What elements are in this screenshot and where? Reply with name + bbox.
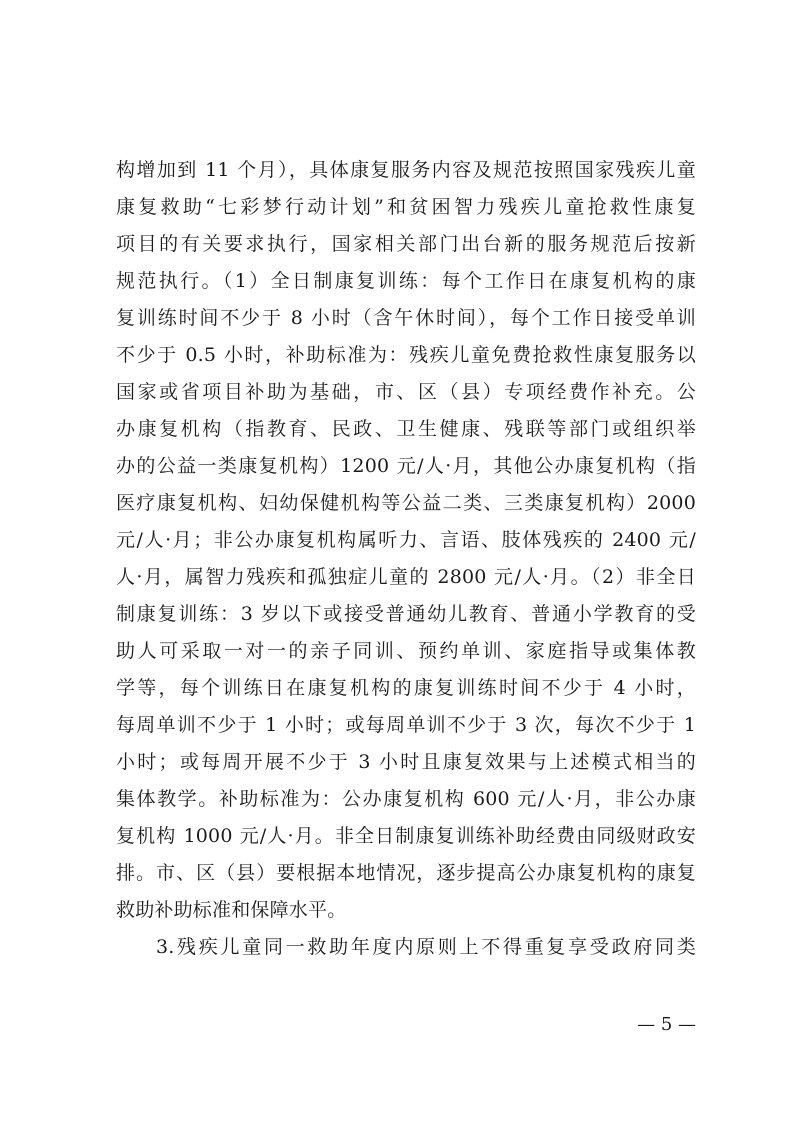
paragraph-end-line: 救助补助标准和保障水平。 bbox=[116, 899, 347, 921]
document-body bbox=[116, 152, 696, 966]
text-line: 复训练时间不少于 8 小时（含午休时间），每个工作日接受单训 bbox=[116, 307, 696, 329]
text-line: 国家或省项目补助为基础，市、区（县）专项经费作补充。公 bbox=[116, 381, 696, 403]
text-line: 办的公益一类康复机构）1200 元/人·月，其他公办康复机构（指 bbox=[116, 455, 696, 477]
text-line: 每周单训不少于 1 小时；或每周单训不少于 3 次，每次不少于 1 bbox=[116, 714, 696, 736]
text-line: 办康复机构（指教育、民政、卫生健康、残联等部门或组织举 bbox=[116, 418, 696, 440]
text-line: 项目的有关要求执行，国家相关部门出台新的服务规范后按新 bbox=[116, 233, 696, 255]
page-number: — 5 — bbox=[637, 1014, 696, 1035]
text-line: 小时；或每周开展不少于 3 小时且康复效果与上述模式相当的 bbox=[116, 751, 696, 773]
text-line: 元/人·月；非公办康复机构属听力、言语、肢体残疾的 2400 元/ bbox=[116, 529, 696, 551]
text-line: 排。市、区（县）要根据本地情况，逐步提高公办康复机构的康复 bbox=[116, 862, 696, 884]
text-line: 复机构 1000 元/人·月。非全日制康复训练补助经费由同级财政安 bbox=[116, 825, 696, 847]
text-line: 制康复训练：3 岁以下或接受普通幼儿教育、普通小学教育的受 bbox=[116, 603, 696, 625]
text-line: 构增加到 11 个月），具体康复服务内容及规范按照国家残疾儿童 bbox=[116, 159, 696, 181]
text-line: 康复救助“七彩梦行动计划”和贫困智力残疾儿童抢救性康复 bbox=[116, 196, 696, 218]
text-line: 医疗康复机构、妇幼保健机构等公益二类、三类康复机构）2000 bbox=[116, 492, 696, 514]
text-line: 学等，每个训练日在康复机构的康复训练时间不少于 4 小时， bbox=[116, 677, 696, 699]
text-line: 助人可采取一对一的亲子同训、预约单训、家庭指导或集体教 bbox=[116, 640, 696, 662]
text-line: 不少于 0.5 小时，补助标准为：残疾儿童免费抢救性康复服务以 bbox=[116, 344, 696, 366]
text-line: 集体教学。补助标准为：公办康复机构 600 元/人·月，非公办康 bbox=[116, 788, 696, 810]
paragraph-start-line: 3.残疾儿童同一救助年度内原则上不得重复享受政府同类 bbox=[156, 936, 696, 958]
text-line: 规范执行。（1）全日制康复训练：每个工作日在康复机构的康 bbox=[116, 270, 696, 292]
text-line: 人·月，属智力残疾和孤独症儿童的 2800 元/人·月。（2）非全日 bbox=[116, 566, 696, 588]
